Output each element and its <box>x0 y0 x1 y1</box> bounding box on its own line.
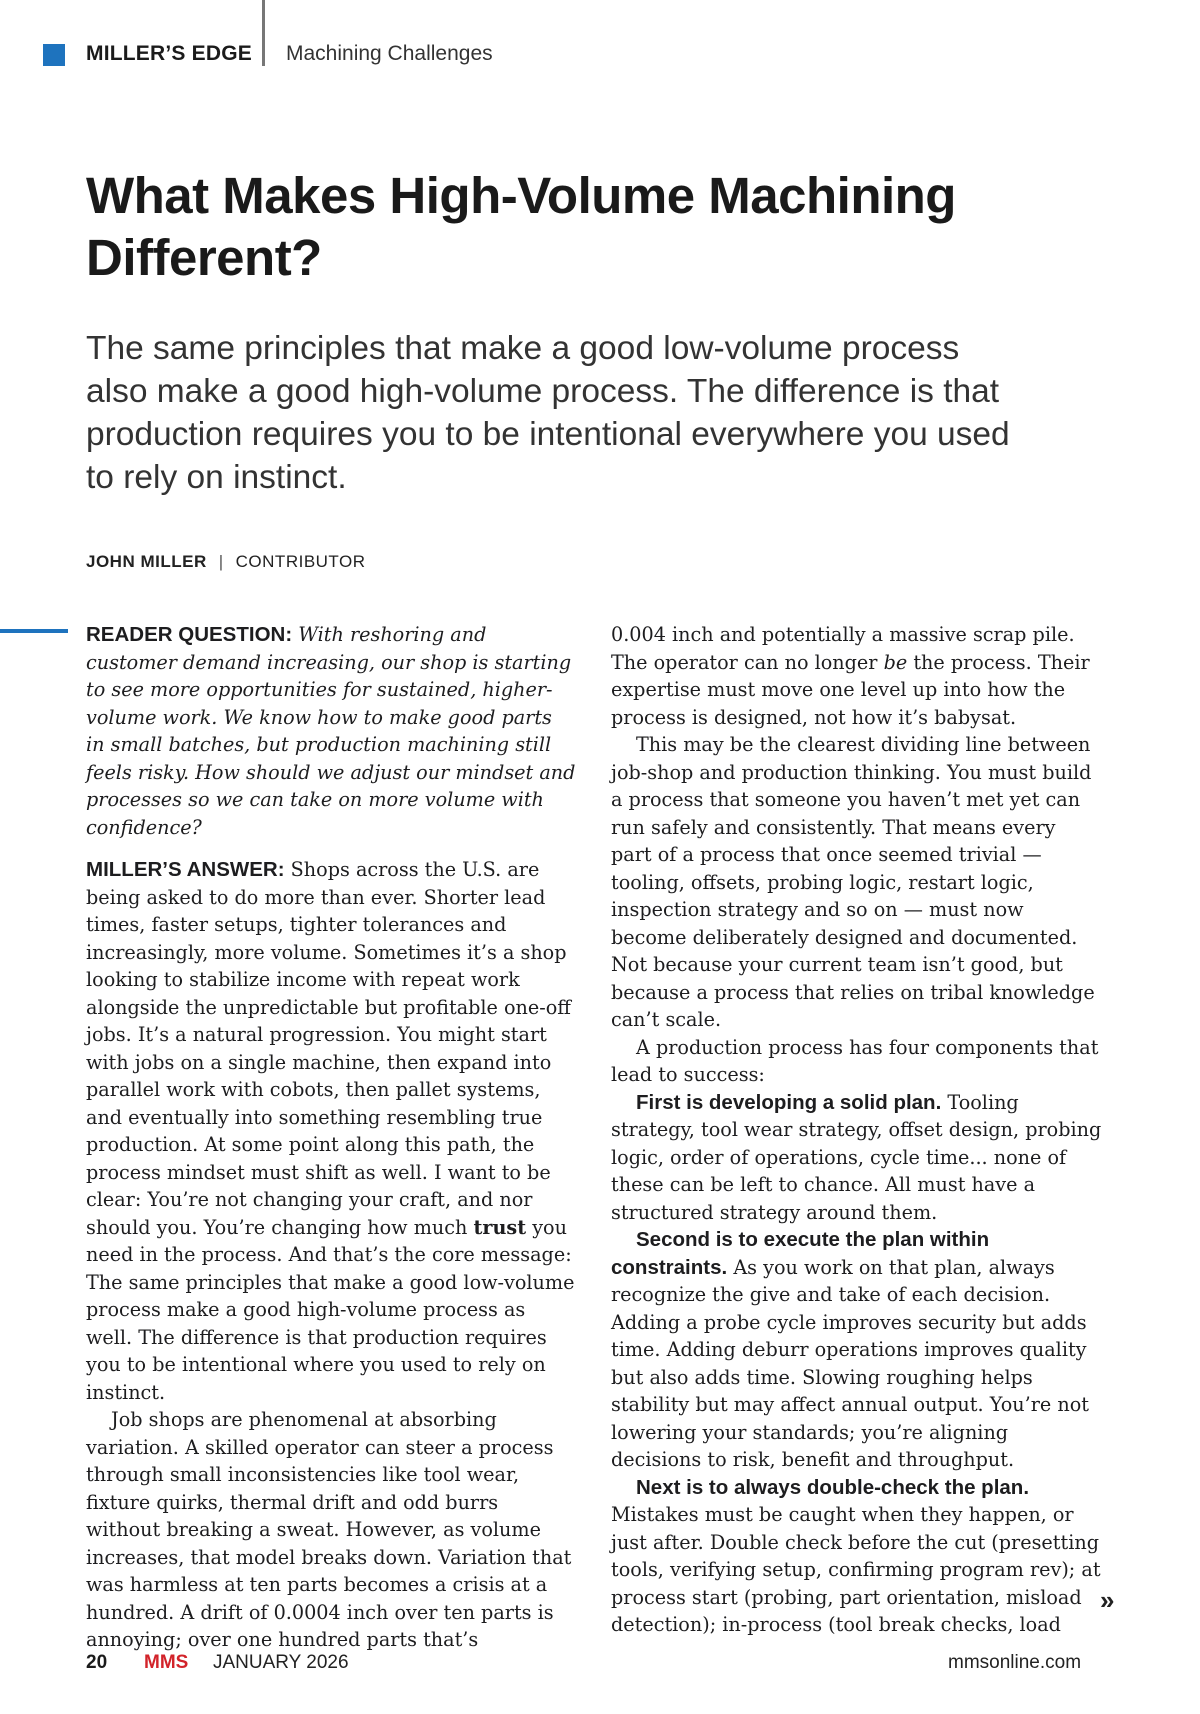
paragraph-continued <box>611 621 1102 731</box>
section-marker-square <box>43 44 65 66</box>
header-divider <box>262 0 265 66</box>
paragraph-second-component <box>611 1226 1102 1474</box>
answer-text-a: Shops across the U.S. are being asked to do more than ever. Shorter lead times, faster setups, tighter tolerances and increasingly, more volume. Sometimes it’s a shop looking to stabilize income with repeat work alongside the unpredictable but profitable one-off jobs. It’s a natural progression. You might start with jobs on a single machine, then expand into parallel work with cobots, then pallet systems, and eventually into something resembling true production. At some point along this path, the process mindset must shift as well. I want to be clear: You’re not changing your craft, and nor should you. You’re changing how much <box>86 858 571 1239</box>
first-component-label: First is developing a solid plan. <box>636 1090 942 1114</box>
left-column <box>86 621 576 1654</box>
footer-website: mmsonline.com <box>948 1652 1082 1673</box>
first-component-text: Tooling strategy, tool wear strategy, offset design, probing logic, order of operations, cycle time... none of these can be left to chance. All must have a structured strategy around them. <box>611 1090 1102 1224</box>
author-role: CONTRIBUTOR <box>235 552 366 571</box>
next-component-text: Mistakes must be caught when they happen, or just after. Double check before the cut (presetting tools, verifying setup, confirming program rev); at process start (probing, part orientation, misload detection); in-process (tool break checks, load <box>611 1503 1101 1636</box>
paragraph-dividing-line: This may be the clearest dividing line between job-shop and production thinking. You must build a process that someone you haven’t met yet can run safely and consistently. That means every part of a process that once seemed trivial — tooling, offsets, probing logic, restart logic, inspection strategy and so on — must now become deliberately designed and documented. Not because your current team isn’t good, but because a process that relies on tribal knowledge can’t scale. <box>611 733 1095 1031</box>
continued-text-a: 0.004 inch and potentially a massive scrap pile. The operator can no longer <box>611 623 1075 674</box>
article-deck: The same principles that make a good low-volume process also make a good high-volume process. The difference is that production requires you to be intentional everywhere you used to rely on instinct. <box>86 330 1010 496</box>
byline-divider: | <box>218 552 224 571</box>
second-component-label: Second is to execute the plan within constraints. <box>611 1228 990 1279</box>
paragraph-job-shops: Job shops are phenomenal at absorbing variation. A skilled operator can steer a process through small inconsistencies like tool wear, fixture quirks, thermal drift and odd burrs without breaking a sweat. However, as volume increases, that model breaks down. Variation that was harmless at ten parts becomes a crisis at a hundred. A drift of 0.0004 inch over ten parts is annoying; over one hundred parts that’s <box>86 1408 572 1651</box>
footer-issue-date: JANUARY 2026 <box>213 1652 349 1673</box>
section-topic: Machining Challenges <box>286 42 493 65</box>
right-column <box>611 621 1102 1639</box>
answer-label: MILLER’S ANSWER: <box>86 858 285 881</box>
answer-text-b: you need in the process. And that’s the core message: The same principles that make a good low-volume process make a good high-volume process as well. The difference is that production requires you to be intentional where you used to rely on instinct. <box>86 1215 575 1404</box>
article-title: What Makes High-Volume Machining Different? <box>86 167 956 286</box>
second-component-text: As you work on that plan, always recognize the give and take of each decision. Adding a probe cycle improves security but adds time. Adding deburr operations improves quality but also adds time. Slowing roughing helps stability but may affect annual output. You’re not lowering your standards; you’re aligning decisions to risk, benefit and throughput. <box>611 1255 1089 1471</box>
continued-emphasis: be <box>883 650 908 674</box>
answer-emphasis: trust <box>473 1215 527 1239</box>
footer-page-number: 20 <box>86 1652 108 1673</box>
paragraph-components: A production process has four components that lead to success: <box>611 1035 1099 1086</box>
paragraph-first-component <box>611 1089 1102 1227</box>
footer-magazine-name: MMS <box>144 1652 189 1673</box>
reader-question <box>86 621 576 841</box>
accent-rule <box>0 629 68 633</box>
paragraph-next-component <box>611 1474 1102 1639</box>
continued-text-b: the process. Their expertise must move one level up into how the process is designed, not how it’s babysat. <box>611 650 1090 729</box>
question-text: With reshoring and customer demand increasing, our shop is starting to see more opportunities for sustained, higher-volume work. We know how to make good parts in small batches, but production machining still feels risky. How should we adjust our mindset and processes so we can take on more volume with confidence? <box>86 623 576 839</box>
byline <box>86 552 366 572</box>
section-name: MILLER’S EDGE <box>86 42 252 65</box>
author-name: JOHN MILLER <box>86 552 207 571</box>
continue-arrow-icon: » <box>1100 1585 1109 1615</box>
next-component-label: Next is to always double-check the plan. <box>636 1475 1030 1499</box>
miller-answer <box>86 856 576 1406</box>
question-label: READER QUESTION: <box>86 623 293 646</box>
